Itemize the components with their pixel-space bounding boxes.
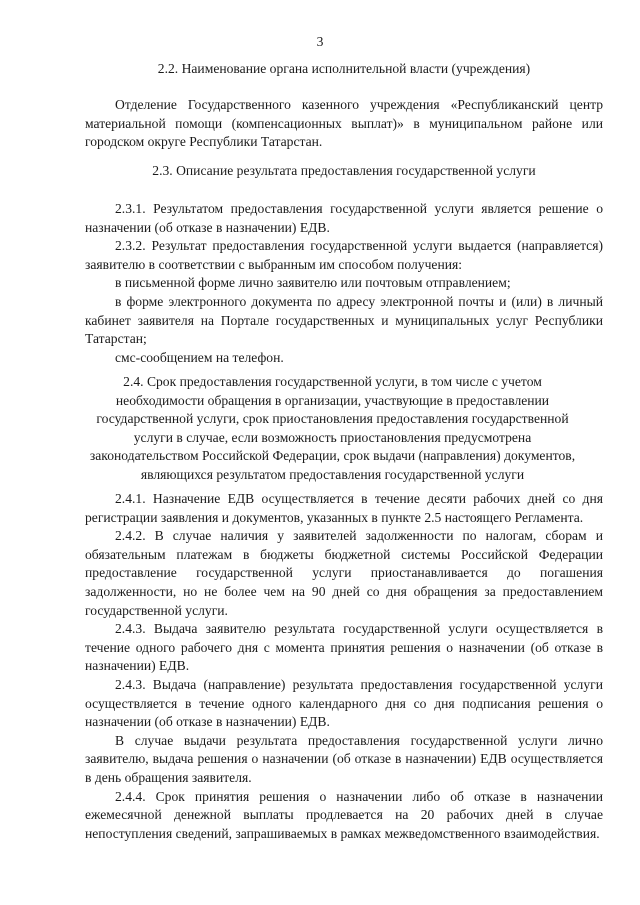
section-2-2-body [85, 96, 603, 152]
paragraph: В случае выдачи результата предоставления государственной услуги лично заявителю, выдача решения о назначении (об отказе в назначении) ЕДВ осуществляется в день обращения заявителя. [85, 732, 603, 785]
section-2-3-body [85, 200, 603, 367]
section-2-3-heading-block [85, 162, 603, 181]
section-heading: 2.3. Описание результата предоставления государственной услуги [152, 163, 536, 178]
paragraph: 2.4.3. Выдача заявителю результата государственной услуги осуществляется в течение одного рабочего дня с момента принятия решения о назначении (об отказе в назначении) ЕДВ. [85, 621, 603, 674]
heading-line: услуги в случае, если возможность приостановления предусмотрена [133, 429, 532, 445]
paragraph: в форме электронного документа по адресу электронной почты и (или) в личный кабинет заявителя на Портале государственных и муниципальных услуг Республики Татарстан; [85, 293, 603, 347]
heading-line: являющихся результатом предоставления государственной услуги [140, 466, 525, 482]
paragraph: Отделение Государственного казенного учреждения «Республиканский центр материальной помощи (компенсационных выплат)» в муниципальном районе или городском округе Республики Татарстан. [85, 97, 603, 150]
paragraph: 2.3.1. Результатом предоставления государственной услуги является решение о назначении (об отказе в назначении) ЕДВ. [85, 201, 603, 235]
section-2-4-body [85, 490, 603, 843]
section-2-2-heading-block [85, 60, 603, 79]
heading-line: 2.4. Срок предоставления государственной услуги, в том числе с учетом [123, 374, 542, 389]
heading-line: государственной услуги, срок приостановления предоставления государственной [96, 411, 569, 427]
paragraph: 2.3.2. Результат предоставления государственной услуги выдается (направляется) заявителю в соответствии с выбранным им способом получения: [85, 238, 603, 272]
paragraph: 2.4.1. Назначение ЕДВ осуществляется в течение десяти рабочих дней со дня регистрации заявления и документов, указанных в пункте 2.5 настоящего Регламента. [85, 491, 603, 525]
section-heading: 2.2. Наименование органа исполнительной власти (учреждения) [157, 61, 531, 76]
paragraph: в письменной форме лично заявителю или почтовым отправлением; [115, 275, 511, 291]
paragraph: 2.4.3. Выдача (направление) результата предоставления государственной услуги осуществляется в течение одного календарного дня со дня подписания решения о назначении (об отказе в назначении) ЕДВ. [85, 676, 603, 730]
paragraph: смс-сообщением на телефон. [115, 349, 284, 365]
paragraph: 2.4.2. В случае наличия у заявителей задолженности по налогам, сборам и обязательным платежам в бюджеты бюджетной системы Российской Федерации предоставление государственной услуги приостанавливается до погашения задолженности, но не более чем на 90 дней со дня обращения за предоставлением государственной услуги. [85, 528, 603, 618]
section-2-4-heading-block [60, 373, 605, 485]
heading-line: необходимости обращения в организации, участвующие в предоставлении [115, 392, 550, 408]
paragraph: 2.4.4. Срок принятия решения о назначении либо об отказе в назначении ежемесячной денежной выплаты продлевается на 20 рабочих дней в случае непоступления сведений, запрашиваемых в рамках межведомственного взаимодействия. [85, 788, 603, 841]
heading-line: законодательством Российской Федерации, срок выдачи (направления) документов, [89, 448, 576, 464]
page-number: 3 [316, 34, 324, 49]
